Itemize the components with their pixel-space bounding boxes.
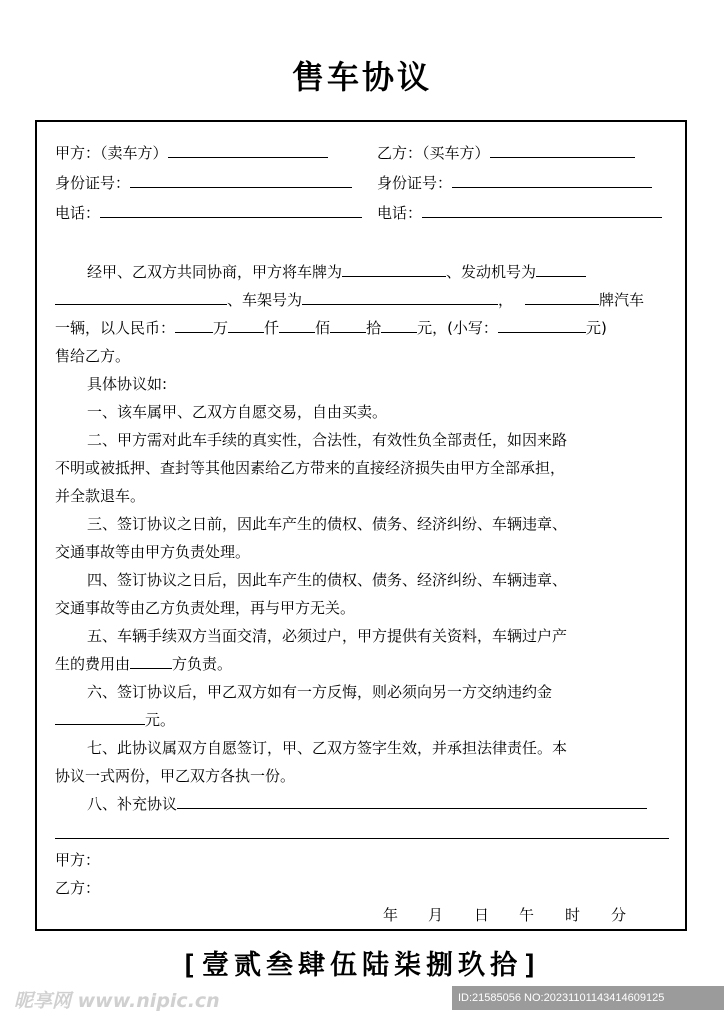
id-a-blank[interactable] <box>130 173 352 188</box>
clause-7-line-1: 七、此协议属双方自愿签订，甲、乙双方签字生效，并承担法律责任。本 <box>87 739 568 757</box>
clause-6-text: 元。 <box>145 711 176 729</box>
id-b-label: 身份证号： <box>377 174 453 192</box>
clause-6-line-2 <box>55 710 669 730</box>
bai-label: 佰 <box>315 319 331 337</box>
penalty-blank[interactable] <box>55 710 145 725</box>
page-title: 售车协议 <box>291 58 432 96</box>
party-a-label: 甲方：（卖车方） <box>55 144 168 162</box>
sign-party-b: 乙方： <box>55 879 101 897</box>
date-hour: 时 <box>565 906 581 924</box>
phone-b-blank[interactable] <box>422 203 662 218</box>
party-a-blank[interactable] <box>168 143 328 158</box>
chinese-numerals: [壹贰叁肆伍陆柒捌玖拾] <box>180 950 544 981</box>
clause-5-text: 方负责。 <box>172 655 233 673</box>
date-month: 月 <box>428 906 444 924</box>
clauses-heading: 具体协议如: <box>87 375 168 393</box>
sign-party-a: 甲方： <box>55 851 101 869</box>
clause-8-label: 八、补充协议 <box>87 795 178 813</box>
phone-a-label: 电话： <box>55 204 101 222</box>
frame-no-blank[interactable] <box>302 290 498 305</box>
clause-6-line-1: 六、签订协议后，甲乙双方如有一方反悔，则必须向另一方交纳违约金 <box>87 683 553 701</box>
date-year: 年 <box>383 906 399 924</box>
clause-2-line-2: 不明或被抵押、查封等其他因素给乙方带来的直接经济损失由甲方全部承担， <box>55 459 566 477</box>
intro-line-1 <box>55 262 669 282</box>
date-minute: 分 <box>611 906 627 924</box>
qian-blank[interactable] <box>228 318 264 333</box>
date-day: 日 <box>474 906 490 924</box>
clause-4-line-1: 四、签订协议之日后，因此车产生的债权、债务、经济纠纷、车辆违章、 <box>87 571 568 589</box>
clause-7-line-2: 协议一式两份，甲乙双方各执一份。 <box>55 767 296 785</box>
wan-blank[interactable] <box>175 318 213 333</box>
party-b-row <box>377 143 635 163</box>
party-b-blank[interactable] <box>490 143 635 158</box>
intro-text: 牌汽车 <box>599 291 645 309</box>
intro-text: 、发动机号为 <box>446 263 537 281</box>
shi-blank[interactable] <box>330 318 366 333</box>
plate-blank[interactable] <box>342 262 446 277</box>
intro-text: 经甲、乙双方共同协商，甲方将车牌为 <box>87 263 343 281</box>
clause-5-line-2 <box>55 654 669 674</box>
party-b-label: 乙方：（买车方） <box>377 144 490 162</box>
intro-text: 、车架号为 <box>227 291 303 309</box>
clause-2-line-3: 并全款退车。 <box>55 487 146 505</box>
brand-blank[interactable] <box>525 290 599 305</box>
clause-5-line-1: 五、车辆手续双方当面交清，必须过户，甲方提供有关资料，车辆过户产 <box>87 627 568 645</box>
phone-a-row <box>55 203 362 223</box>
phone-a-blank[interactable] <box>100 203 362 218</box>
phone-b-row <box>377 203 662 223</box>
qian-label: 仟 <box>264 319 280 337</box>
engine-blank-cont[interactable] <box>55 290 227 305</box>
shi-label: 拾 <box>366 319 382 337</box>
supplement-line[interactable] <box>55 838 669 839</box>
id-a-label: 身份证号： <box>55 174 131 192</box>
date-noon: 午 <box>519 906 535 924</box>
yuan-blank[interactable] <box>381 318 417 333</box>
phone-b-label: 电话： <box>377 204 423 222</box>
clause-8 <box>55 794 669 814</box>
yuan-end-label: 元) <box>585 319 607 337</box>
id-b-row <box>377 173 652 193</box>
watermark-id: ID:21585056 NO:20231101143414609125 <box>452 986 724 1010</box>
lowercase-amount-blank[interactable] <box>498 318 586 333</box>
clause-5-text: 生的费用由 <box>55 655 131 673</box>
clause-3-line-1: 三、签订协议之日前，因此车产生的债权、债务、经济纠纷、车辆违章、 <box>87 515 568 533</box>
clause-1: 一、该车属甲、乙双方自愿交易，自由买卖。 <box>87 403 388 421</box>
engine-blank[interactable] <box>536 262 586 277</box>
intro-line-4: 售给乙方。 <box>55 347 131 365</box>
intro-text: ， <box>498 291 514 309</box>
id-a-row <box>55 173 352 193</box>
clause-4-line-2: 交通事故等由乙方负责处理，再与甲方无关。 <box>55 599 356 617</box>
id-b-blank[interactable] <box>452 173 652 188</box>
clause-3-line-2: 交通事故等由甲方负责处理。 <box>55 543 251 561</box>
supplement-blank[interactable] <box>177 794 647 809</box>
clause-2-line-1: 二、甲方需对此车手续的真实性，合法性，有效性负全部责任，如因来路 <box>87 431 568 449</box>
yuan-label: 元，(小写： <box>417 319 498 337</box>
wan-label: 万 <box>213 319 229 337</box>
party-a-row <box>55 143 328 163</box>
watermark-logo: 昵享网 www.nipic.cn <box>14 990 220 1012</box>
fee-party-blank[interactable] <box>130 654 172 669</box>
bai-blank[interactable] <box>279 318 315 333</box>
intro-line-3 <box>55 318 669 338</box>
intro-text: 一辆，以人民币： <box>55 319 176 337</box>
intro-line-2 <box>55 290 669 310</box>
